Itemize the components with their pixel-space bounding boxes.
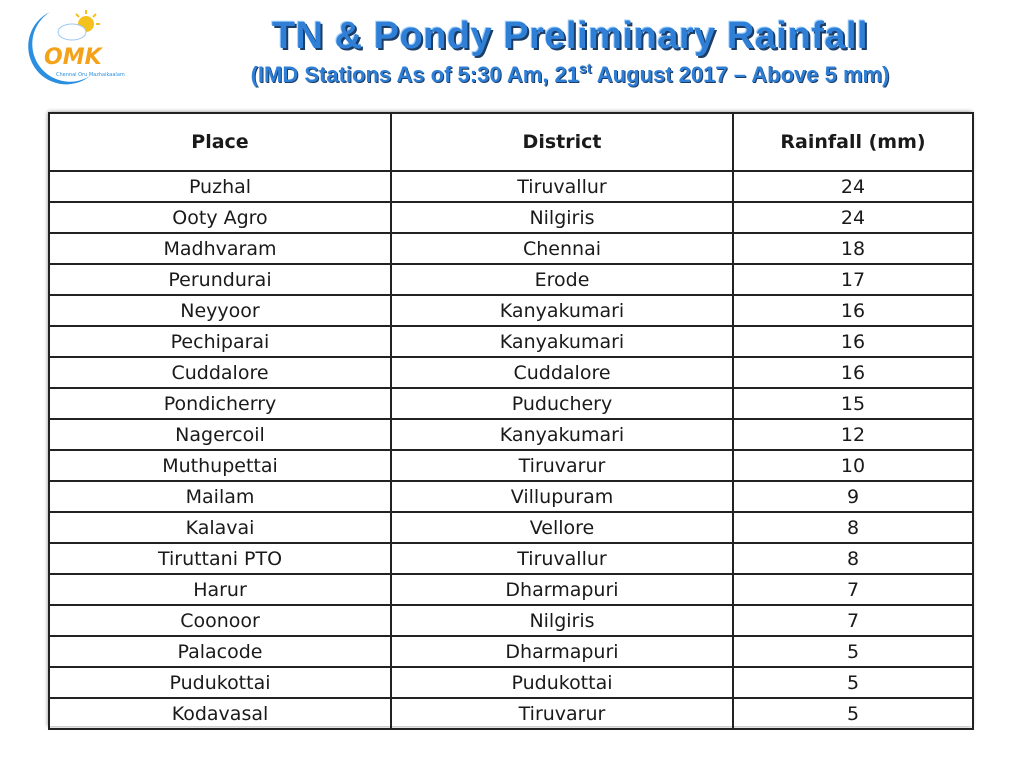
cell-rainfall: 9 (733, 481, 973, 512)
cell-place: Ooty Agro (49, 202, 391, 233)
cell-place: Mailam (49, 481, 391, 512)
cell-place: Pudukottai (49, 667, 391, 698)
cell-place: Kalavai (49, 512, 391, 543)
subtitle-pre: (IMD Stations As of 5:30 Am, 21 (250, 62, 580, 87)
cell-rainfall: 5 (733, 636, 973, 667)
cell-place: Neyyoor (49, 295, 391, 326)
table-row (49, 481, 973, 512)
cell-place: Kodavasal (49, 698, 391, 729)
cell-place: Pondicherry (49, 388, 391, 419)
cell-rainfall: 8 (733, 543, 973, 574)
cell-place: Harur (49, 574, 391, 605)
table-row (49, 171, 973, 202)
cell-rainfall: 12 (733, 419, 973, 450)
table-row (49, 326, 973, 357)
cell-district: Vellore (391, 512, 733, 543)
table-row (49, 512, 973, 543)
table-row (49, 295, 973, 326)
table-row (49, 667, 973, 698)
logo-text: OMK (44, 45, 102, 70)
cell-district: Nilgiris (391, 202, 733, 233)
cell-district: Tiruvarur (391, 450, 733, 481)
cell-place: Coonoor (49, 605, 391, 636)
column-header-rainfall: Rainfall (mm) (733, 113, 973, 171)
cell-district: Dharmapuri (391, 636, 733, 667)
column-header-place: Place (49, 113, 391, 171)
cell-district: Tiruvarur (391, 698, 733, 729)
table-row (49, 605, 973, 636)
table-header-row (49, 113, 973, 171)
cell-district: Dharmapuri (391, 574, 733, 605)
table-row (49, 388, 973, 419)
subtitle-post: August 2017 – Above 5 mm) (591, 62, 890, 87)
table-row (49, 543, 973, 574)
cell-rainfall: 5 (733, 667, 973, 698)
cell-district: Tiruvallur (391, 543, 733, 574)
cell-district: Kanyakumari (391, 326, 733, 357)
cell-district: Pudukottai (391, 667, 733, 698)
cell-place: Palacode (49, 636, 391, 667)
cell-place: Tiruttani PTO (49, 543, 391, 574)
cell-district: Villupuram (391, 481, 733, 512)
cell-rainfall: 16 (733, 326, 973, 357)
table-row (49, 202, 973, 233)
cell-place: Muthupettai (49, 450, 391, 481)
cell-district: Erode (391, 264, 733, 295)
cell-rainfall: 17 (733, 264, 973, 295)
cell-district: Nilgiris (391, 605, 733, 636)
cell-place: Cuddalore (49, 357, 391, 388)
cell-rainfall: 8 (733, 512, 973, 543)
column-header-district: District (391, 113, 733, 171)
page-title: TN & Pondy Preliminary Rainfall (271, 15, 869, 57)
cell-place: Nagercoil (49, 419, 391, 450)
cell-rainfall: 18 (733, 233, 973, 264)
table-row (49, 357, 973, 388)
cell-district: Chennai (391, 233, 733, 264)
cell-rainfall: 5 (733, 698, 973, 729)
rainfall-table-container (48, 112, 972, 726)
table-row (49, 574, 973, 605)
cell-place: Pechiparai (49, 326, 391, 357)
cell-place: Puzhal (49, 171, 391, 202)
sun-cloud-moon-icon (10, 6, 125, 90)
omk-logo (10, 6, 125, 90)
cell-district: Puduchery (391, 388, 733, 419)
cell-place: Madhvaram (49, 233, 391, 264)
cell-rainfall: 7 (733, 605, 973, 636)
page-subtitle (130, 60, 1010, 90)
cell-rainfall: 15 (733, 388, 973, 419)
subtitle-sup: st (579, 60, 592, 76)
logo-caption: Chennai Oru Mazhaikaalam (56, 72, 125, 78)
cell-rainfall: 16 (733, 357, 973, 388)
table-row (49, 450, 973, 481)
cell-place: Perundurai (49, 264, 391, 295)
rainfall-table (48, 112, 974, 730)
cell-district: Kanyakumari (391, 295, 733, 326)
table-row (49, 419, 973, 450)
cell-rainfall: 10 (733, 450, 973, 481)
cell-district: Tiruvallur (391, 171, 733, 202)
table-row (49, 698, 973, 729)
cell-rainfall: 24 (733, 171, 973, 202)
cell-rainfall: 24 (733, 202, 973, 233)
cell-district: Kanyakumari (391, 419, 733, 450)
cell-district: Cuddalore (391, 357, 733, 388)
cell-rainfall: 16 (733, 295, 973, 326)
table-row (49, 264, 973, 295)
cell-rainfall: 7 (733, 574, 973, 605)
header (130, 14, 1010, 90)
table-row (49, 233, 973, 264)
table-row (49, 636, 973, 667)
